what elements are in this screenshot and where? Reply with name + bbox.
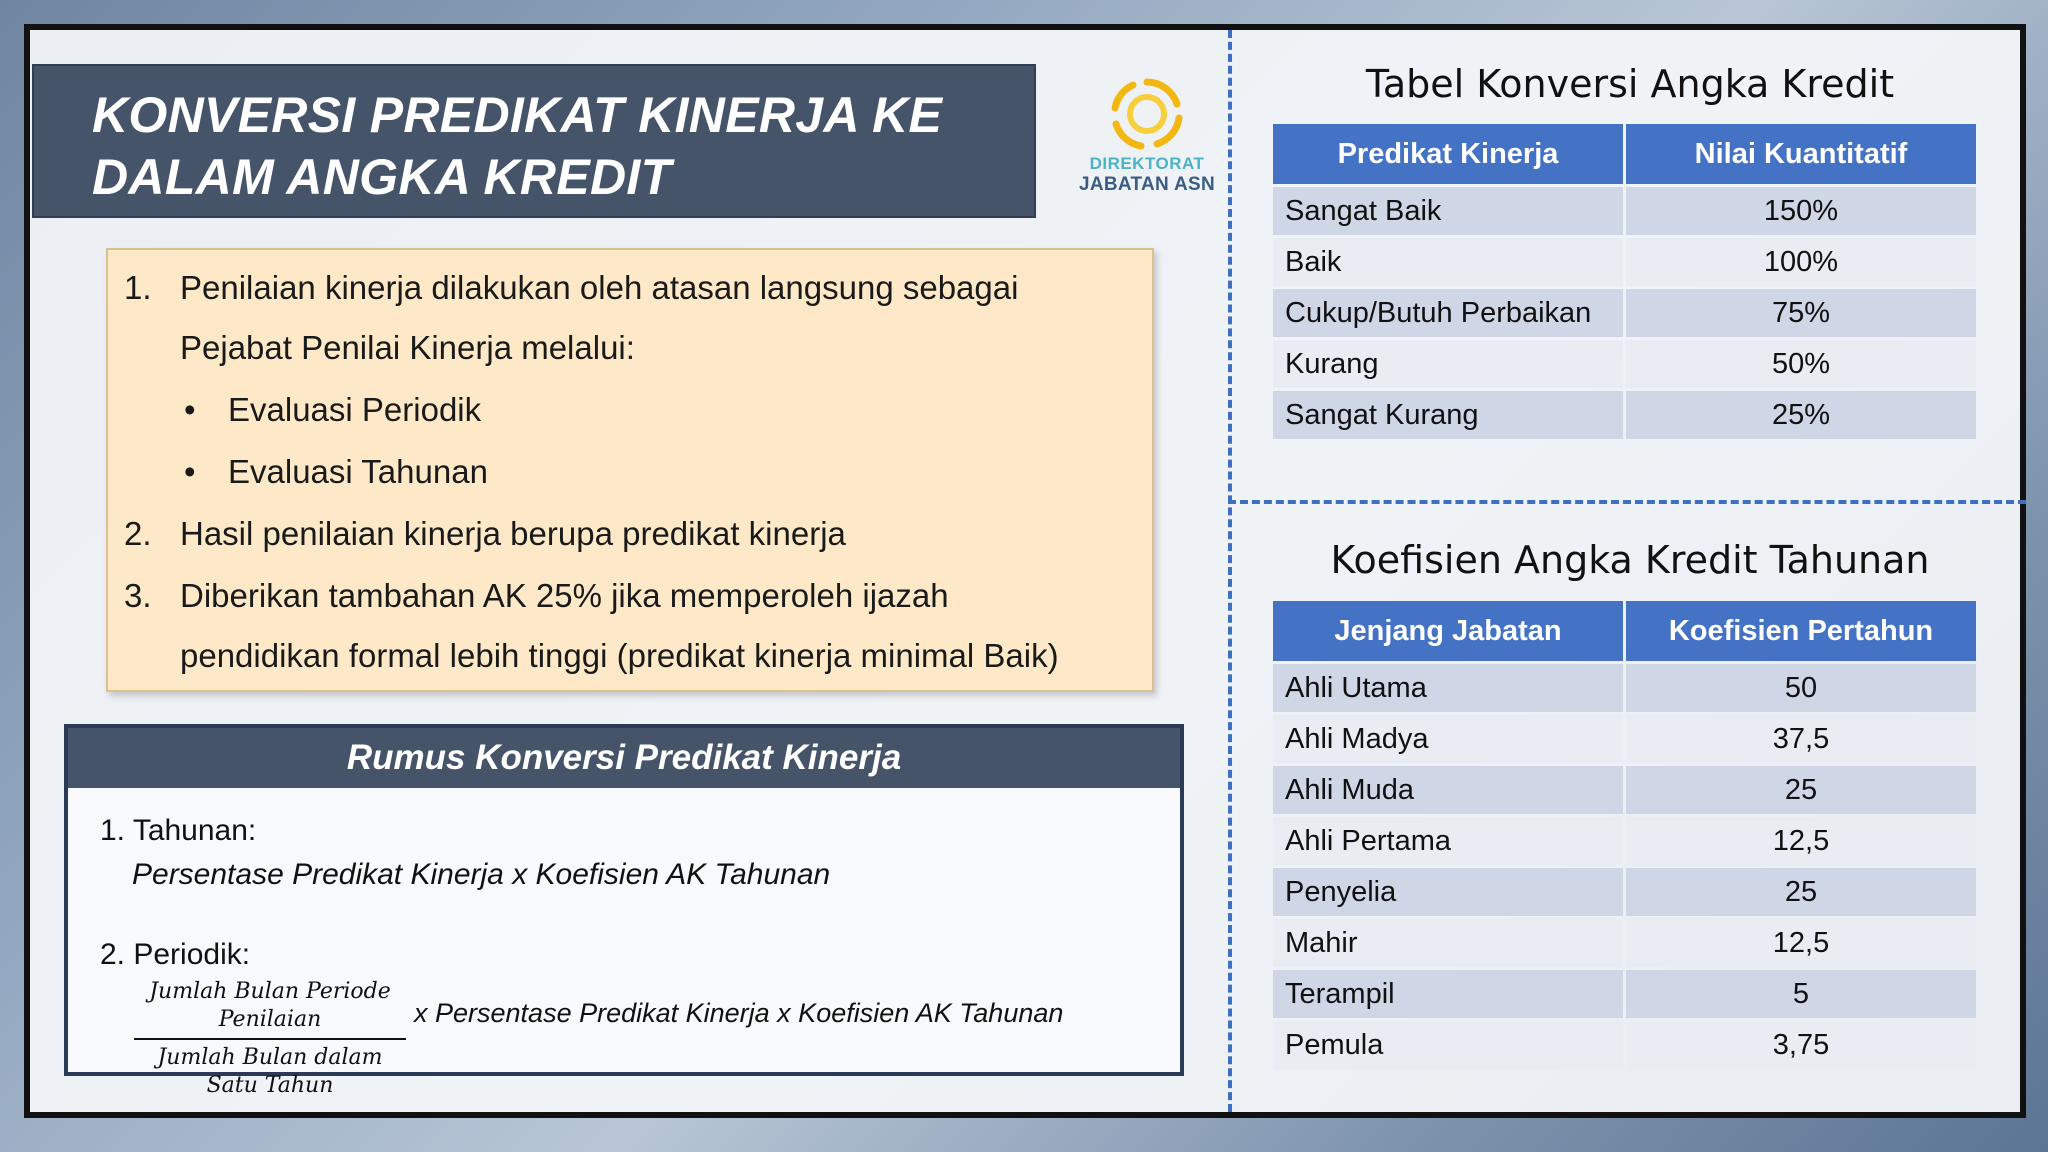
table-row: [1273, 817, 1976, 865]
cell-nilai: 100%: [1626, 238, 1976, 286]
title-line-2: DALAM ANGKA KREDIT: [92, 149, 672, 205]
table-row: [1273, 340, 1976, 388]
horizontal-divider: [1228, 500, 2026, 504]
column-header-koefisien: Koefisien Pertahun: [1626, 601, 1976, 661]
conversion-table-title: Tabel Konversi Angka Kredit: [1365, 62, 1895, 106]
cell-jenjang: Ahli Madya: [1273, 715, 1623, 763]
column-header-jenjang: Jenjang Jabatan: [1273, 601, 1623, 661]
point-1-line-1: Penilaian kinerja dilakukan oleh atasan langsung sebagai: [180, 269, 1019, 306]
bullet-label: Evaluasi Tahunan: [228, 453, 488, 490]
table-row: [1273, 919, 1976, 967]
table-header-row: [1273, 124, 1976, 184]
cell-jenjang: Terampil: [1273, 970, 1623, 1018]
formula-box: [64, 724, 1184, 1098]
bullet-icon: •: [184, 453, 196, 490]
coefficient-table-title: Koefisien Angka Kredit Tahunan: [1330, 538, 1930, 582]
cell-jenjang: Pemula: [1273, 1021, 1623, 1069]
cell-jenjang: Ahli Muda: [1273, 766, 1623, 814]
table-header-row: [1273, 601, 1976, 661]
cell-jenjang: Ahli Utama: [1273, 664, 1623, 712]
cell-koefisien: 50: [1626, 664, 1976, 712]
periodic-label: 2. Periodik:: [100, 938, 251, 971]
formula-header: Rumus Konversi Predikat Kinerja: [68, 728, 1180, 788]
fraction-denominator: Jumlah Bulan dalam Satu Tahun: [157, 1045, 383, 1098]
point-2-line-1: Hasil penilaian kinerja berupa predikat kinerja: [180, 515, 846, 552]
cell-koefisien: 25: [1626, 766, 1976, 814]
table-row: [1273, 766, 1976, 814]
fraction-numerator: Jumlah Bulan Periode Penilaian: [134, 978, 406, 1040]
ring-logo-icon: [1107, 74, 1187, 154]
logo-text-jabatan: JABATAN ASN: [1079, 174, 1215, 195]
cell-jenjang: Mahir: [1273, 919, 1623, 967]
logo-text-directorate: DIREKTORAT: [1089, 154, 1205, 173]
point-1-number: 1.: [124, 269, 152, 306]
title-line-1: KONVERSI PREDIKAT KINERJA KE: [92, 87, 943, 143]
cell-predikat: Sangat Kurang: [1273, 391, 1623, 439]
annual-label: 1. Tahunan:: [100, 814, 257, 847]
point-1-line-2: Pejabat Penilai Kinerja melalui:: [180, 329, 635, 366]
point-3-number: 3.: [124, 577, 152, 614]
cell-koefisien: 25: [1626, 868, 1976, 916]
point-2-number: 2.: [124, 515, 152, 552]
bullet-icon: •: [184, 391, 196, 428]
slide: [24, 24, 2026, 1118]
column-header-predikat: Predikat Kinerja: [1273, 124, 1623, 184]
cell-predikat: Baik: [1273, 238, 1623, 286]
periodic-formula-tail: x Persentase Predikat Kinerja x Koefisien AK Tahunan: [414, 998, 1064, 1028]
cell-nilai: 25%: [1626, 391, 1976, 439]
annual-formula: Persentase Predikat Kinerja x Koefisien AK Tahunan: [132, 858, 831, 891]
cell-predikat: Sangat Baik: [1273, 187, 1623, 235]
title-banner: [32, 64, 1036, 218]
table-row: [1273, 715, 1976, 763]
bullet-label: Evaluasi Periodik: [228, 391, 482, 428]
coefficient-table: [1270, 598, 1979, 1072]
conversion-table: [1270, 121, 1979, 442]
table-row: [1273, 187, 1976, 235]
table-row: [1273, 1021, 1976, 1069]
cell-predikat: Kurang: [1273, 340, 1623, 388]
cell-koefisien: 12,5: [1626, 919, 1976, 967]
column-header-nilai: Nilai Kuantitatif: [1626, 124, 1976, 184]
table-row: [1273, 391, 1976, 439]
cell-koefisien: 3,75: [1626, 1021, 1976, 1069]
table-row: [1273, 868, 1976, 916]
cell-predikat: Cukup/Butuh Perbaikan: [1273, 289, 1623, 337]
cell-jenjang: Ahli Pertama: [1273, 817, 1623, 865]
point-3-line-2: pendidikan formal lebih tinggi (predikat kinerja minimal Baik): [180, 637, 1059, 674]
table-row: [1273, 664, 1976, 712]
key-points-box: [106, 248, 1154, 692]
table-row: [1273, 238, 1976, 286]
cell-nilai: 150%: [1626, 187, 1976, 235]
periodic-fraction: [134, 978, 406, 1100]
vertical-divider: [1228, 30, 1232, 1112]
directorate-logo: [1062, 74, 1232, 224]
cell-nilai: 75%: [1626, 289, 1976, 337]
cell-koefisien: 37,5: [1626, 715, 1976, 763]
table-row: [1273, 970, 1976, 1018]
cell-nilai: 50%: [1626, 340, 1976, 388]
table-row: [1273, 289, 1976, 337]
cell-koefisien: 5: [1626, 970, 1976, 1018]
point-3-line-1: Diberikan tambahan AK 25% jika memperoleh ijazah: [180, 577, 949, 614]
cell-jenjang: Penyelia: [1273, 868, 1623, 916]
cell-koefisien: 12,5: [1626, 817, 1976, 865]
